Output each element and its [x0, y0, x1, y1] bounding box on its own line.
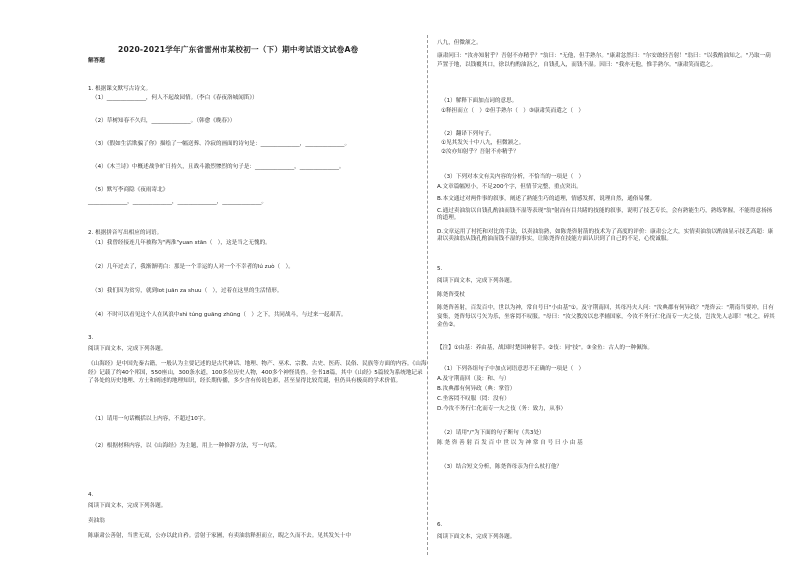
section-heading: 解答题 [88, 58, 105, 64]
q5-item-1-c: C.坐客罔不叹服（罔：没有） [437, 396, 510, 402]
q1-item-3: （3）《假如生活欺骗了你》描绘了一幅送葬、冷寂的画面的诗句是：______________，______________。 [92, 141, 351, 147]
q5-item-2: （2）请用"/"为下面的句子断句（共3处） [441, 430, 545, 436]
q4-number: 4. [88, 492, 94, 498]
q5-item-1: （1）下列各组句子中加点词语意思不正确的一项是（ ） [441, 366, 585, 372]
r-q1-heading: （1）解释下面加点词的意思。 [441, 98, 518, 104]
q1-item-4: （4）《木兰诗》中概述战争旷日持久，且战斗激烈惨烈的句子是：______________，______________。 [92, 164, 345, 170]
q2-heading: 2. 根据拼音写出相应的词语。 [88, 230, 163, 236]
r-q3-option-d: D.文章运用了衬托和对比的手法，以卖油翁熟，如陈尧咨射箭的技术为了高度的评价：康肃公之大，实情卖油翁以酌油显示技艺高超：康肃以卖油翁从钱孔酌油而钱不湿的事实，让陈尧咨在技能方面认识到了自己的不足，心悦诚服。 [437, 229, 774, 242]
q4-passage: 陈康肃公善射，当世无双，公亦以此自矜。尝射于家圃，有卖油翁释担而立，睨之久而不去。见其发矢十中 [88, 533, 351, 539]
r-q2-item-2: ②汝亦知射乎？吾射不亦精乎？ [441, 149, 519, 155]
q1-item-1: （1）______________，何人不起故园情。（李白《春夜洛城闻笛》） [92, 95, 258, 101]
q4-passage-title: 卖油翁 [88, 518, 105, 524]
q2-item-3: （3）我们因为贫穷，就到lot juān za shuu（ ），过着在这里的生活情形。 [92, 288, 283, 294]
q1-item-5: （5）默写李商隐《夜雨寄北》 [92, 187, 169, 193]
q4-passage-cont-2: 康肃问曰："汝亦知射乎？吾射不亦精乎？"翁曰："无他，但手熟尔。"康肃忿然曰："尔安敢轻吾射！"翁曰："以我酌油知之。"乃取一葫芦置于地，以钱覆其口，徐以杓酌油沥之，自钱孔入，而钱不湿。因曰："我亦无他，惟手熟尔。"康肃笑而遣之。 [437, 53, 771, 68]
r-q2-heading: （2）翻译下列句子。 [441, 131, 495, 137]
q3-item-1: （1）请用一句话概括以上内容，不超过10字。 [92, 416, 209, 422]
q1-item-5-blanks: ______________，______________，______________，______________。 [88, 199, 268, 205]
r-q1-items: ①释担而立（ ）②但手熟尔（ ）③康肃笑而遣之（ ） [441, 108, 584, 114]
q5-item-2-text: 陈 尧 咨 善 射 百 发 百 中 世 以 为 神 常 自 号 曰 小 由 基 [437, 440, 583, 446]
q4-intro: 阅读下面文本，完成下列各题。 [88, 503, 167, 509]
q5-passage: 陈尧咨善射，百发百中，世以为神，常自号曰"小由基"①。及守荆南回，其母冯夫人问："汝典郡有何异政？"尧咨云："荆南当要冲，日有宴集，尧咨每以弓矢为乐，坐客罔不叹服。"母曰："汝父教汝以忠孝辅国家，今汝不务行仁化而专一夫之伎，岂汝先人志耶！"杖之，碎其金鱼②。 [437, 305, 775, 329]
q3-passage: 《山海经》是中国先秦古籍，一般认为主要记述的是古代神话、地理、物产、巫术、宗教、古史、医药、民俗、民族等方面的内容。《山海经》记载了约40个邦国，550座山，300条水道，100多位历史人物，400多个神怪畏兽。全书18篇，其中《山经》5篇较为系统地记录了各处的历史地理、方士和阐述的地理知识，经长期传播，多少含有传说色彩，甚至显得比较荒诞，但仍具有极高的学术价值。 [88, 361, 427, 385]
q3-intro: 阅读下面文本，完成下列各题。 [88, 346, 167, 352]
r-q3-heading: （3）下列对本文有关内容的分析，不恰当的一项是（ ） [441, 174, 585, 180]
q6-intro: 阅读下面文本，完成下列各题。 [437, 534, 516, 540]
q5-intro: 阅读下面文本，完成下列各题。 [437, 278, 516, 284]
q1-item-2: （2）草树知春不久归，______________。（韩愈《晚春》） [92, 118, 236, 124]
q2-item-4: （4）不时可以看见这个人在风浪中shì túng guāng zhūng（ ）之下，共同战斗，与过来一起艰苦。 [92, 312, 347, 318]
r-q3-option-c: C.通过卖油翁以自钱孔酌油而钱不湿等表现"翁"射而有目共睹的技能的叙事，说明了技艺专长，会有熟能生巧，熟练掌握，不能得意扬扬的道理。 [437, 208, 773, 221]
q5-item-3: （3）结合短文分析，陈尧咨母亲为什么杖打他？ [441, 464, 563, 470]
q1-heading: 1. 根据课文默写古诗文。 [88, 86, 152, 92]
q3-item-2: （2）根据材料内容，以《山海经》为主题，用上一种修辞方法，写一句话。 [92, 443, 281, 449]
q3-number: 3. [88, 335, 94, 341]
r-q3-option-b: B.本文通过对两件事的叙事，阐述了熟能生巧的道理，情感发挥，说理自然，通俗易懂。 [437, 196, 656, 202]
r-q3-option-a: A.文章篇幅短小，不足200个字，但情节完整，重点突出。 [437, 184, 582, 190]
q5-note: 【注】①由基：养由基，战国时楚国神射手。②伎：同"技"。③金鱼：古人的一种佩饰。 [437, 345, 653, 351]
q5-item-1-b: B.汝典郡有何异政（典：掌管） [437, 386, 516, 392]
column-divider [427, 35, 428, 555]
r-q2-item-1: ①见其发矢十中八九，但微颔之。 [441, 140, 525, 146]
exam-title: 2020-2021学年广东省雷州市某校初一（下）期中考试语文试卷A卷 [118, 45, 359, 54]
q5-item-1-d: D.今汝不务行仁化而专一夫之伎（务：致力，从事） [437, 406, 567, 412]
q5-number: 5. [437, 266, 443, 272]
q6-number: 6. [437, 522, 443, 528]
q2-item-1: （1）我曾经接连几年被称为"两淮"yuan stān（ ），这是当之无愧的。 [92, 240, 271, 246]
q5-passage-title: 陈尧咨受杖 [437, 292, 465, 298]
q2-item-2: （2）几年过去了，我渐渐明白：那是一个幸运的人对一个不幸者的lú zuò（ ）。 [92, 264, 294, 270]
q4-passage-cont: 八九，但微颔之。 [437, 40, 482, 46]
q5-item-1-a: A.及守荆南回（及：和、与） [437, 376, 510, 382]
